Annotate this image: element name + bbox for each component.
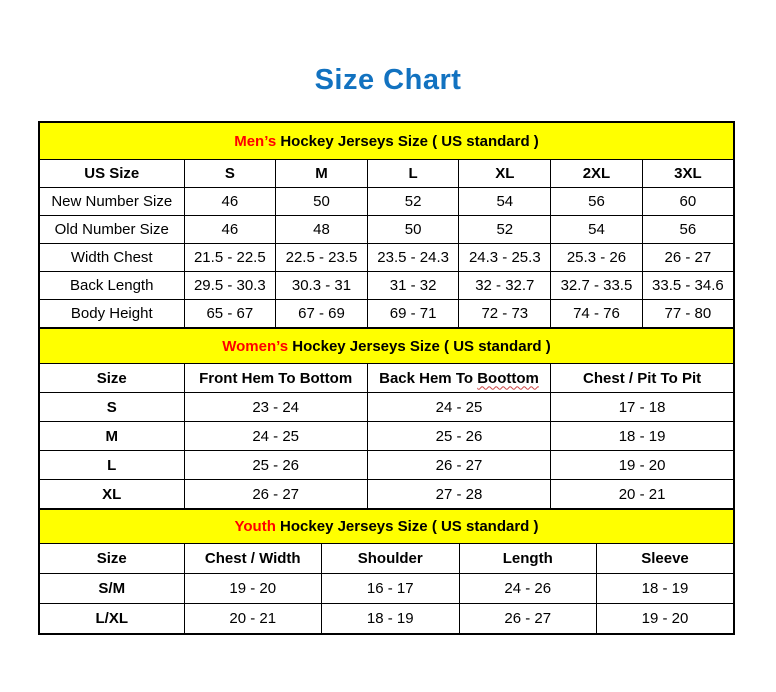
womens-size-table bbox=[38, 327, 735, 510]
size-value-cell: 24.3 - 25.3 bbox=[459, 244, 551, 272]
mens-column-header bbox=[39, 160, 184, 188]
mens-section-title bbox=[39, 122, 734, 160]
mens-section-title-rest: Hockey Jerseys Size ( US standard ) bbox=[276, 132, 539, 150]
mens-column-header bbox=[276, 160, 368, 188]
youth-table-row bbox=[39, 604, 734, 635]
size-value-cell: 20 - 21 bbox=[551, 480, 734, 510]
column-header-label: XL bbox=[495, 165, 515, 182]
youth-section-header-row bbox=[39, 509, 734, 544]
size-value-cell: 30.3 - 31 bbox=[276, 272, 368, 300]
column-header-label: US Size bbox=[84, 165, 140, 182]
youth-section-title bbox=[39, 509, 734, 544]
youth-column-header bbox=[322, 544, 460, 574]
womens-section-header-row bbox=[39, 328, 734, 364]
column-header-label: Back Hem To bbox=[379, 369, 478, 387]
womens-column-header bbox=[184, 364, 367, 393]
youth-table-row bbox=[39, 574, 734, 604]
row-label: Width Chest bbox=[39, 244, 184, 272]
mens-table-row bbox=[39, 300, 734, 329]
mens-section-header-row bbox=[39, 122, 734, 160]
page-title: Size Chart bbox=[314, 64, 462, 96]
size-value-cell: 69 - 71 bbox=[367, 300, 459, 329]
column-header-label: 3XL bbox=[674, 165, 702, 182]
youth-section-title-rest: Hockey Jerseys Size ( US standard ) bbox=[275, 518, 539, 535]
size-value-cell: 18 - 19 bbox=[551, 422, 734, 451]
size-value-cell: 24 - 26 bbox=[459, 574, 597, 604]
youth-column-header-row bbox=[39, 544, 734, 574]
mens-column-header-row bbox=[39, 160, 734, 188]
size-value-cell: 21.5 - 22.5 bbox=[184, 244, 276, 272]
column-header-label: Chest / Pit To Pit bbox=[583, 369, 702, 387]
size-value-cell: 22.5 - 23.5 bbox=[276, 244, 368, 272]
size-value-cell: 60 bbox=[642, 188, 734, 216]
size-value-cell: 18 - 19 bbox=[597, 574, 735, 604]
size-value-cell: 26 - 27 bbox=[642, 244, 734, 272]
column-header-label: M bbox=[315, 165, 328, 182]
womens-table-row bbox=[39, 393, 734, 422]
size-value-cell: 54 bbox=[459, 188, 551, 216]
row-label: Back Length bbox=[39, 272, 184, 300]
row-label: XL bbox=[39, 480, 184, 510]
size-value-cell: 32 - 32.7 bbox=[459, 272, 551, 300]
row-label: M bbox=[39, 422, 184, 451]
mens-table-row bbox=[39, 244, 734, 272]
womens-table-row bbox=[39, 422, 734, 451]
mens-column-header bbox=[184, 160, 276, 188]
column-header-label: Chest / Width bbox=[204, 550, 301, 567]
column-header-label: Shoulder bbox=[357, 550, 423, 567]
mens-column-header bbox=[642, 160, 734, 188]
size-value-cell: 52 bbox=[367, 188, 459, 216]
mens-table-body bbox=[39, 188, 734, 329]
row-label: S/M bbox=[39, 574, 184, 604]
row-label: Body Height bbox=[39, 300, 184, 329]
womens-column-header-row bbox=[39, 364, 734, 393]
size-value-cell: 32.7 - 33.5 bbox=[551, 272, 643, 300]
column-header-label: S bbox=[224, 165, 235, 182]
womens-section-title bbox=[39, 328, 734, 364]
column-header-label: Front Hem To Bottom bbox=[199, 369, 353, 387]
youth-table-body bbox=[39, 574, 734, 635]
size-value-cell: 24 - 25 bbox=[184, 422, 367, 451]
size-chart bbox=[38, 121, 735, 635]
row-label: Old Number Size bbox=[39, 216, 184, 244]
size-value-cell: 33.5 - 34.6 bbox=[642, 272, 734, 300]
womens-section-title-rest: Hockey Jerseys Size ( US standard ) bbox=[288, 337, 551, 355]
size-value-cell: 56 bbox=[551, 188, 643, 216]
size-value-cell: 24 - 25 bbox=[367, 393, 550, 422]
size-value-cell: 25 - 26 bbox=[184, 451, 367, 480]
size-value-cell: 46 bbox=[184, 188, 276, 216]
size-value-cell: 25.3 - 26 bbox=[551, 244, 643, 272]
size-value-cell: 27 - 28 bbox=[367, 480, 550, 510]
mens-section-title-highlight: Men’s bbox=[234, 132, 277, 150]
column-header-label: Size bbox=[96, 369, 127, 387]
size-value-cell: 72 - 73 bbox=[459, 300, 551, 329]
row-label: S bbox=[39, 393, 184, 422]
size-value-cell: 16 - 17 bbox=[322, 574, 460, 604]
womens-section-title-highlight: Women’s bbox=[222, 337, 289, 355]
womens-table-row bbox=[39, 480, 734, 510]
size-value-cell: 50 bbox=[276, 188, 368, 216]
row-label: New Number Size bbox=[39, 188, 184, 216]
size-value-cell: 19 - 20 bbox=[551, 451, 734, 480]
row-label: L/XL bbox=[39, 604, 184, 635]
size-value-cell: 29.5 - 30.3 bbox=[184, 272, 276, 300]
size-value-cell: 26 - 27 bbox=[184, 480, 367, 510]
youth-column-header bbox=[597, 544, 735, 574]
column-header-label: 2XL bbox=[582, 165, 611, 182]
womens-column-header bbox=[39, 364, 184, 393]
size-value-cell: 17 - 18 bbox=[551, 393, 734, 422]
youth-column-header bbox=[39, 544, 184, 574]
mens-column-header bbox=[367, 160, 459, 188]
youth-column-header bbox=[459, 544, 597, 574]
size-value-cell: 18 - 19 bbox=[322, 604, 460, 635]
size-value-cell: 19 - 20 bbox=[184, 574, 322, 604]
womens-table-row bbox=[39, 451, 734, 480]
size-value-cell: 77 - 80 bbox=[642, 300, 734, 329]
size-value-cell: 52 bbox=[459, 216, 551, 244]
size-value-cell: 48 bbox=[276, 216, 368, 244]
size-value-cell: 56 bbox=[642, 216, 734, 244]
mens-column-header bbox=[459, 160, 551, 188]
size-value-cell: 26 - 27 bbox=[367, 451, 550, 480]
mens-size-table bbox=[38, 121, 735, 329]
youth-column-header bbox=[184, 544, 322, 574]
size-value-cell: 26 - 27 bbox=[459, 604, 597, 635]
column-header-label: Size bbox=[96, 550, 127, 567]
column-header-label: Length bbox=[502, 550, 553, 567]
size-value-cell: 23 - 24 bbox=[184, 393, 367, 422]
mens-table-row bbox=[39, 216, 734, 244]
mens-table-row bbox=[39, 272, 734, 300]
size-value-cell: 50 bbox=[367, 216, 459, 244]
womens-column-header bbox=[367, 364, 550, 393]
mens-table-row bbox=[39, 188, 734, 216]
column-header-label: L bbox=[408, 165, 418, 182]
size-value-cell: 67 - 69 bbox=[276, 300, 368, 329]
size-value-cell: 74 - 76 bbox=[551, 300, 643, 329]
womens-table-body bbox=[39, 393, 734, 510]
youth-section-title-highlight: Youth bbox=[234, 518, 276, 535]
size-value-cell: 54 bbox=[551, 216, 643, 244]
size-value-cell: 23.5 - 24.3 bbox=[367, 244, 459, 272]
size-value-cell: 46 bbox=[184, 216, 276, 244]
size-value-cell: 31 - 32 bbox=[367, 272, 459, 300]
size-value-cell: 65 - 67 bbox=[184, 300, 276, 329]
column-header-label: Sleeve bbox=[641, 550, 689, 567]
size-value-cell: 19 - 20 bbox=[597, 604, 735, 635]
misspelled-word: Boottom bbox=[477, 369, 539, 387]
size-value-cell: 20 - 21 bbox=[184, 604, 322, 635]
womens-column-header bbox=[551, 364, 734, 393]
youth-size-table bbox=[38, 508, 735, 635]
row-label: L bbox=[39, 451, 184, 480]
size-value-cell: 25 - 26 bbox=[367, 422, 550, 451]
mens-column-header bbox=[551, 160, 643, 188]
